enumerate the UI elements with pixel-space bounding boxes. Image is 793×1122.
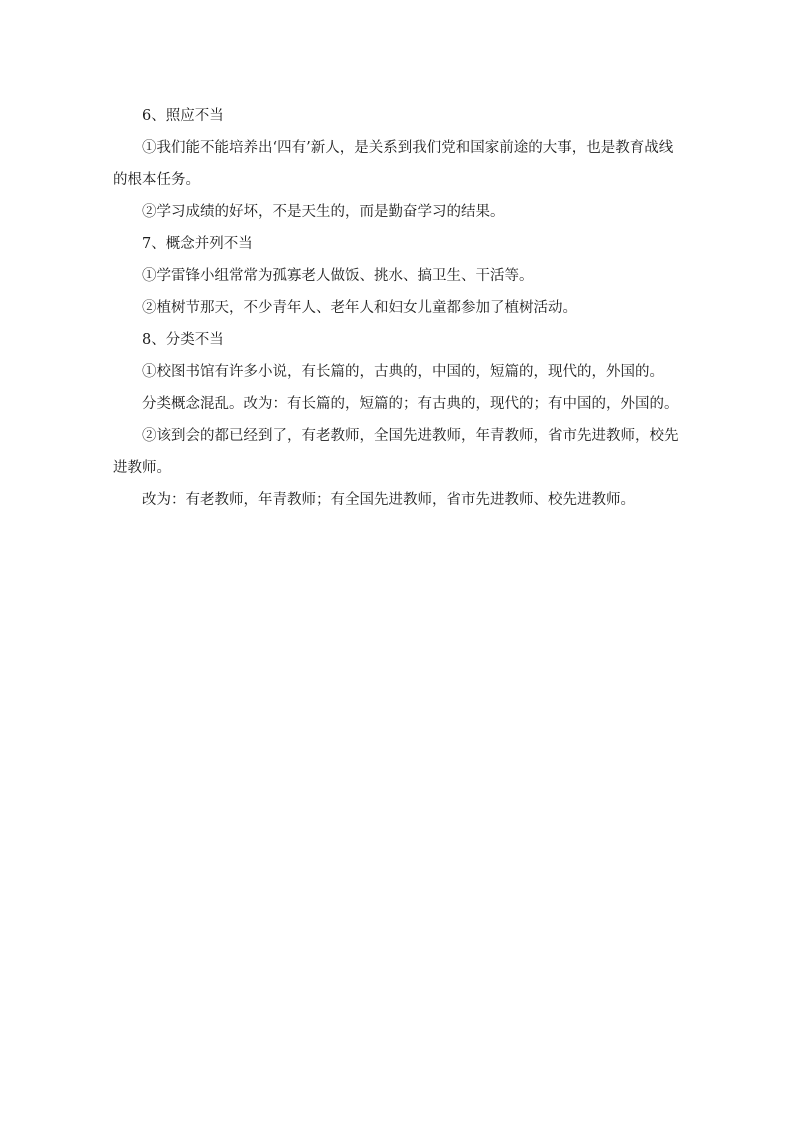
example-paragraph: ①校图书馆有许多小说，有长篇的，古典的，中国的，短篇的，现代的，外国的。 xyxy=(142,364,664,380)
section-heading-7: 7、概念并列不当 xyxy=(142,236,253,252)
correction-paragraph: 分类概念混乱。改为：有长篇的，短篇的；有古典的，现代的；有中国的，外国的。 xyxy=(142,396,679,412)
section-heading-6: 6、照应不当 xyxy=(142,108,224,124)
document-body xyxy=(113,100,680,516)
example-paragraph: ②植树节那天，不少青年人、老年人和妇女儿童都参加了植树活动。 xyxy=(142,300,577,316)
section-heading-8: 8、分类不当 xyxy=(142,332,224,348)
example-paragraph: ①我们能不能培养出‘四有’新人，是关系到我们党和国家前途的大事，也是教育战线的根本任务。 xyxy=(113,140,674,188)
example-paragraph: ②学习成绩的好坏，不是天生的，而是勤奋学习的结果。 xyxy=(142,204,505,220)
example-paragraph: ②该到会的都已经到了，有老教师，全国先进教师，年青教师，省市先进教师，校先进教师。 xyxy=(113,428,679,476)
correction-paragraph: 改为：有老教师，年青教师；有全国先进教师，省市先进教师、校先进教师。 xyxy=(142,492,635,508)
example-paragraph: ①学雷锋小组常常为孤寡老人做饭、挑水、搞卫生、干活等。 xyxy=(142,268,534,284)
